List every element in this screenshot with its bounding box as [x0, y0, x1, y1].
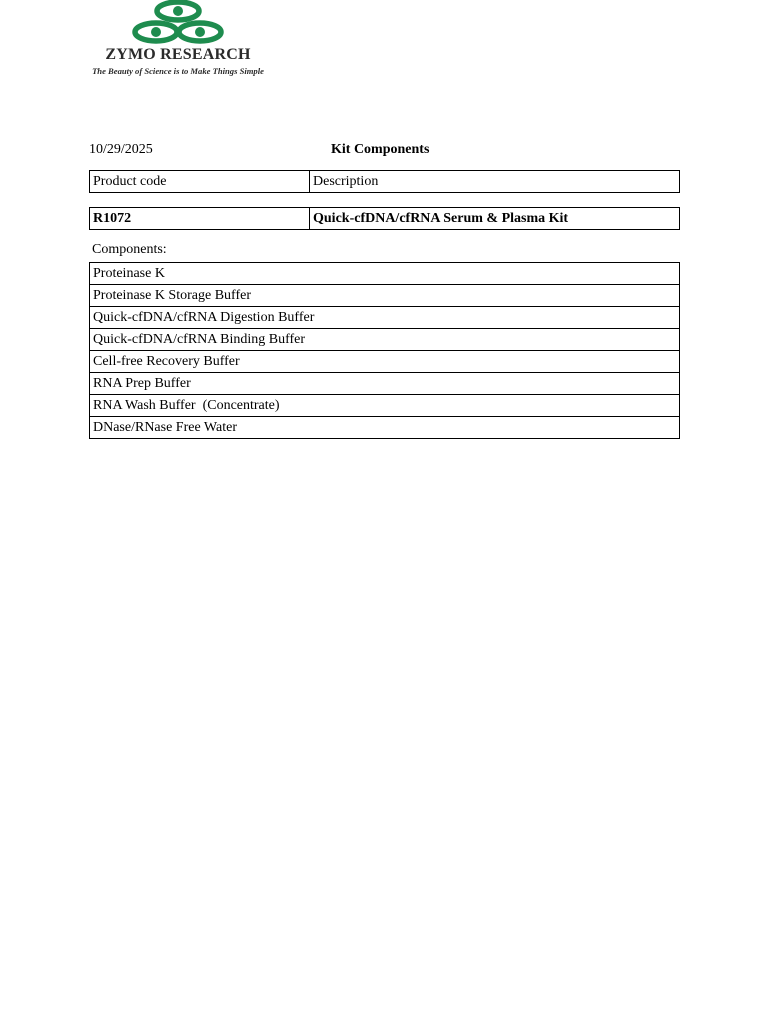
component-name: Proteinase K Storage Buffer — [90, 285, 680, 307]
table-row — [90, 285, 680, 307]
component-name: Cell-free Recovery Buffer — [90, 351, 680, 373]
table-row — [90, 329, 680, 351]
table-row — [90, 373, 680, 395]
document-date: 10/29/2025 — [89, 142, 153, 157]
component-name: Quick-cfDNA/cfRNA Binding Buffer — [90, 329, 680, 351]
component-name: RNA Wash Buffer (Concentrate) — [90, 395, 680, 417]
component-name: Proteinase K — [90, 263, 680, 285]
table-row — [90, 395, 680, 417]
table-row — [90, 263, 680, 285]
component-name: RNA Prep Buffer — [90, 373, 680, 395]
components-label: Components: — [92, 242, 167, 257]
product-description: Quick-cfDNA/cfRNA Serum & Plasma Kit — [310, 208, 680, 230]
column-header-table — [89, 170, 680, 193]
logo-company-name: ZYMO RESEARCH — [105, 46, 251, 63]
product-code-header: Product code — [90, 171, 310, 193]
description-header: Description — [310, 171, 680, 193]
logo-tagline: The Beauty of Science is to Make Things Simple — [92, 66, 264, 76]
table-row — [90, 351, 680, 373]
component-name: Quick-cfDNA/cfRNA Digestion Buffer — [90, 307, 680, 329]
page-title: Kit Components — [331, 142, 430, 157]
product-row — [90, 208, 680, 230]
table-row — [90, 307, 680, 329]
company-logo — [88, 0, 268, 80]
components-table — [89, 262, 680, 439]
product-table — [89, 207, 680, 230]
component-name: DNase/RNase Free Water — [90, 417, 680, 439]
product-code: R1072 — [90, 208, 310, 230]
zymo-logo-mark-icon — [128, 0, 228, 44]
table-row — [90, 417, 680, 439]
header-row — [90, 171, 680, 193]
